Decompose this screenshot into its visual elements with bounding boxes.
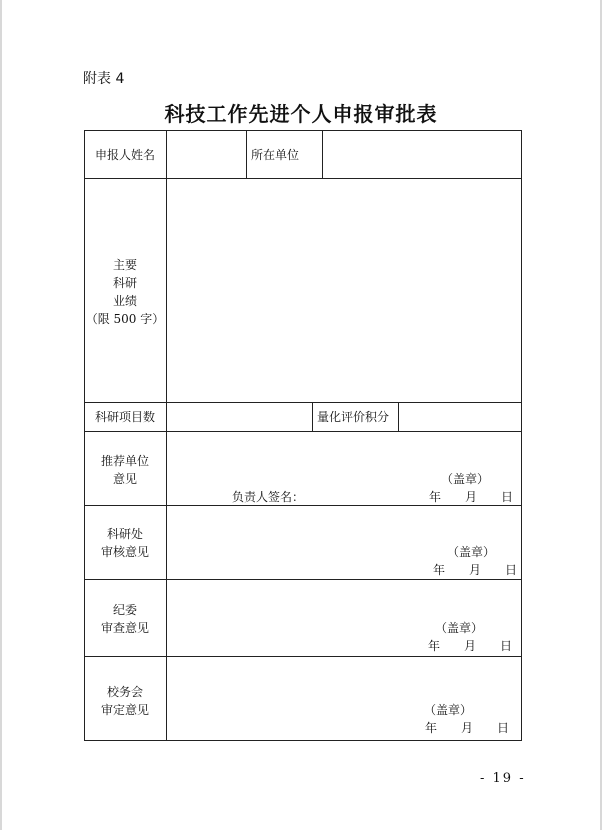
row-divider (84, 656, 522, 657)
project-count-label: 科研项目数 (94, 410, 155, 424)
achievements-label-line: 业绩 (112, 294, 137, 308)
project-count-field[interactable] (167, 403, 312, 431)
research-office-label-line: 科研处 (106, 527, 143, 541)
seal-note: （盖章） (441, 472, 490, 486)
achievements-label-line: （限 500 字） (85, 312, 165, 326)
seal-note: （盖章） (435, 621, 484, 635)
unit-label: 所在单位 (251, 148, 300, 162)
discipline-label-line: 审查意见 (100, 621, 149, 635)
university-affairs-label (84, 683, 166, 719)
research-office-label-line: 审核意见 (100, 545, 149, 559)
column-divider (312, 402, 313, 431)
signature-label: 负责人签名： (232, 490, 305, 504)
discipline-label (84, 601, 166, 637)
seal-note: （盖章） (424, 703, 473, 717)
date-line: 年 月 日 (428, 639, 513, 653)
recommend-label (84, 452, 166, 488)
quant-score-label: 量化评价积分 (317, 410, 390, 424)
date-line: 年 月 日 (429, 490, 514, 504)
unit-field[interactable] (323, 131, 521, 178)
seal-note: （盖章） (447, 545, 496, 559)
applicant-name-label: 申报人姓名 (94, 148, 155, 162)
achievements-label-line: 科研 (112, 276, 137, 290)
achievements-label (84, 256, 166, 328)
applicant-name-field[interactable] (167, 131, 246, 178)
achievements-label-line: 主要 (112, 258, 137, 272)
discipline-label-line: 纪委 (112, 603, 137, 617)
university-affairs-label-line: 校务会 (106, 685, 143, 699)
row-divider (84, 431, 522, 432)
achievements-field[interactable] (167, 179, 521, 402)
university-affairs-label-line: 审定意见 (100, 703, 149, 717)
date-line: 年 月 日 (425, 721, 510, 735)
column-divider (246, 130, 247, 178)
page-title: 科技工作先进个人申报审批表 (164, 102, 438, 126)
recommend-label-line: 意见 (112, 472, 137, 486)
date-line: 年 月 日 (433, 563, 518, 577)
row-divider (84, 579, 522, 580)
research-office-label (84, 525, 166, 561)
appendix-label: 附表 4 (83, 71, 125, 87)
quant-score-field[interactable] (399, 403, 521, 431)
recommend-label-line: 推荐单位 (100, 454, 149, 468)
page-number: - 19 - (480, 771, 526, 786)
